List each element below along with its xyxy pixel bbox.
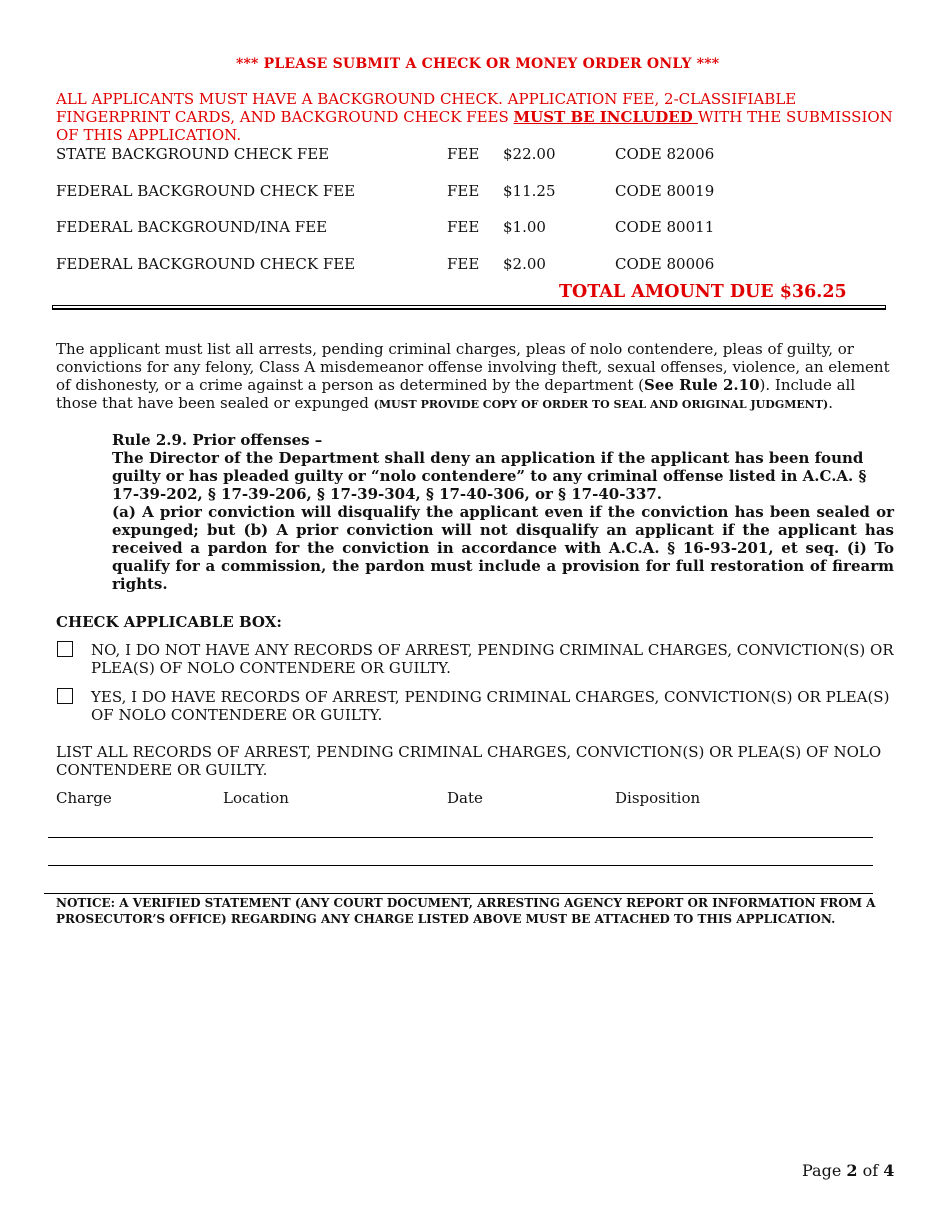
fee-code: CODE 82006 bbox=[615, 145, 715, 163]
fee-name: FEDERAL BACKGROUND CHECK FEE bbox=[56, 182, 356, 200]
rule-2-9-block bbox=[112, 431, 894, 593]
column-charge: Charge bbox=[56, 789, 112, 807]
fee-name: FEDERAL BACKGROUND CHECK FEE bbox=[56, 255, 356, 273]
payment-notice: *** PLEASE SUBMIT A CHECK OR MONEY ORDER ONLY *** bbox=[236, 56, 720, 72]
fee-code: CODE 80006 bbox=[615, 255, 715, 273]
intro-emphasis: MUST BE INCLUDED bbox=[513, 108, 698, 126]
disclosure-text-end: . bbox=[828, 394, 833, 412]
order-note: (MUST PROVIDE COPY OF ORDER TO SEAL AND ORIGINAL JUDGMENT) bbox=[373, 398, 829, 411]
fee-amount: $11.25 bbox=[503, 182, 556, 200]
see-rule-reference: See Rule 2.10 bbox=[644, 376, 760, 394]
fee-label: FEE bbox=[447, 255, 480, 273]
fee-amount: $1.00 bbox=[503, 218, 546, 236]
disclosure-paragraph bbox=[56, 340, 901, 414]
intro-text: ALL APPLICANTS MUST HAVE A BACKGROUND CHECK. APPLICATION FEE, 2-CLASSIFIABLE FINGERPRINT CARDS, AND BACKGROUND CHECK FEES bbox=[56, 90, 797, 126]
rule-title: Rule 2.9. Prior offenses – bbox=[112, 431, 323, 449]
disclosure-text-middle: ). Include all those that have been sealed or expunged bbox=[56, 376, 856, 412]
yes-records-option-label: YES, I DO HAVE RECORDS OF ARREST, PENDING CRIMINAL CHARGES, CONVICTION(S) OR PLEA(S) OF NOLO CONTENDERE OR GUILTY. bbox=[91, 688, 890, 724]
total-amount-due: TOTAL AMOUNT DUE $36.25 bbox=[559, 282, 847, 302]
page-prefix: Page bbox=[802, 1161, 847, 1180]
yes-records-checkbox[interactable] bbox=[57, 688, 73, 704]
no-records-option-label: NO, I DO NOT HAVE ANY RECORDS OF ARREST, PENDING CRIMINAL CHARGES, CONVICTION(S) OR PLEA(S) OF NOLO CONTENDERE OR GUILTY. bbox=[91, 641, 894, 677]
record-entry-line[interactable] bbox=[44, 893, 873, 894]
fee-amount: $22.00 bbox=[503, 145, 556, 163]
fee-label: FEE bbox=[447, 145, 480, 163]
verified-statement-notice: NOTICE: A VERIFIED STATEMENT (ANY COURT DOCUMENT, ARRESTING AGENCY REPORT OR INFORMATION FROM A PROSECUTOR’S OFFICE) REGARDING ANY CHARGE LISTED ABOVE MUST BE ATTACHED TO THIS APPLICATION. bbox=[56, 896, 876, 926]
fee-label: FEE bbox=[447, 182, 480, 200]
fee-name: STATE BACKGROUND CHECK FEE bbox=[56, 145, 330, 163]
no-records-checkbox[interactable] bbox=[57, 641, 73, 657]
disclosure-text: The applicant must list all arrests, pending criminal charges, pleas of nolo contendere, pleas of guilty, or convictions for any felony, Class A misdemeanor offense involving theft, sexual offenses, violence, an element of dishonesty, or a crime against a person as determined by the department ( bbox=[56, 340, 890, 394]
section-divider bbox=[52, 305, 886, 310]
page-number bbox=[802, 1161, 894, 1180]
column-location: Location bbox=[223, 789, 289, 807]
fee-amount: $2.00 bbox=[503, 255, 546, 273]
rule-body: The Director of the Department shall deny an application if the applicant has been found guilty or has pleaded guilty or “nolo contendere” to any criminal offense listed in A.C.A. § 17-39-202, § 17-39-206, § 17-39-304, § 17-40-306, or § 17-40-337. bbox=[112, 449, 867, 503]
rule-clause: (a) A prior conviction will disqualify the applicant even if the conviction has been sealed or expunged; but (b) A prior conviction will not disqualify an applicant if the applicant has received a pardon for the conviction in accordance with A.C.A. § 16-93-201, et seq. (i) To qualify for a commission, the pardon must include a provision for full restoration of firearm rights. bbox=[112, 503, 894, 593]
column-disposition: Disposition bbox=[615, 789, 701, 807]
fee-name: FEDERAL BACKGROUND/INA FEE bbox=[56, 218, 328, 236]
records-instruction: LIST ALL RECORDS OF ARREST, PENDING CRIMINAL CHARGES, CONVICTION(S) OR PLEA(S) OF NOLO CONTENDERE OR GUILTY. bbox=[56, 743, 882, 779]
record-entry-line[interactable] bbox=[48, 865, 873, 866]
intro-text-end: WITH THE SUBMISSION OF THIS APPLICATION. bbox=[56, 108, 893, 144]
record-entry-line[interactable] bbox=[48, 837, 873, 838]
page-current: 2 bbox=[846, 1161, 858, 1180]
fee-code: CODE 80011 bbox=[615, 218, 715, 236]
fee-code: CODE 80019 bbox=[615, 182, 715, 200]
page-of: of bbox=[857, 1161, 884, 1180]
column-date: Date bbox=[447, 789, 483, 807]
page-total: 4 bbox=[883, 1161, 895, 1180]
check-heading: CHECK APPLICABLE BOX: bbox=[56, 613, 282, 631]
fee-label: FEE bbox=[447, 218, 480, 236]
background-check-intro bbox=[56, 90, 901, 144]
